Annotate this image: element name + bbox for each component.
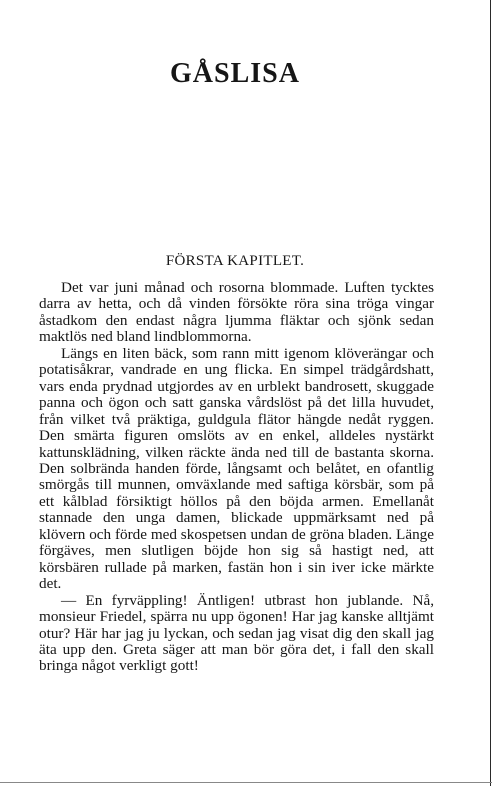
body-text (39, 280, 434, 675)
paragraph: Det var juni månad och rosorna blommade. Luften tycktes darra av hetta, och då vinden försökte röra sina tröga vingar åstadkom den endast några ljumma fläktar och sjönk sedan maktlös ned bland lindblommorna. (39, 279, 434, 346)
page-edge-right (490, 0, 491, 786)
paragraph: — En fyrväppling! Äntligen! utbrast hon jublande. Nå, monsieur Friedel, spärra nu upp ögonen! Har jag kanske alltjämt otur? Här har jag ju lyckan, och sedan jag visat dig den skall jag äta upp den. Greta säger att man bör göra det, i fall den skall bringa något verkligt gott! (39, 591, 434, 675)
paragraph: Längs en liten bäck, som rann mitt igenom klöverängar och potatisåkrar, vandrade en ung flicka. En simpel trädgårdshatt, vars enda prydnad utgjordes av en urblekt bandrosett, skuggade panna och ögon och satt ganska vårdslöst på det lilla huvudet, från vilket två präktiga, guldgula flätor hängde nedåt ryggen. Den smärta figuren omslöts av en enkel, alldeles nystärkt kattunsklädning, vilken räckte ända ned till de bastanta skorna. Den solbrända handen förde, långsamt och belåtet, en ofantlig smörgås till munnen, omväxlande med saftiga körsbär, som på ett kålblad försiktigt höllos på den böjda armen. Emellanåt stannade den unga damen, blickade uppmärksamt ned på klövern och förde med skospetsen undan de gröna bladen. Länge förgäves, men slutligen böjde hon sig så hastigt ned, att körsbären rullade på marken, fastän hon i sin iver icke märkte det. (39, 344, 434, 593)
chapter-heading: FÖRSTA KAPITLET. (165, 253, 305, 269)
page-edge-bottom (0, 782, 492, 783)
book-title: GÅSLISA (170, 58, 300, 89)
